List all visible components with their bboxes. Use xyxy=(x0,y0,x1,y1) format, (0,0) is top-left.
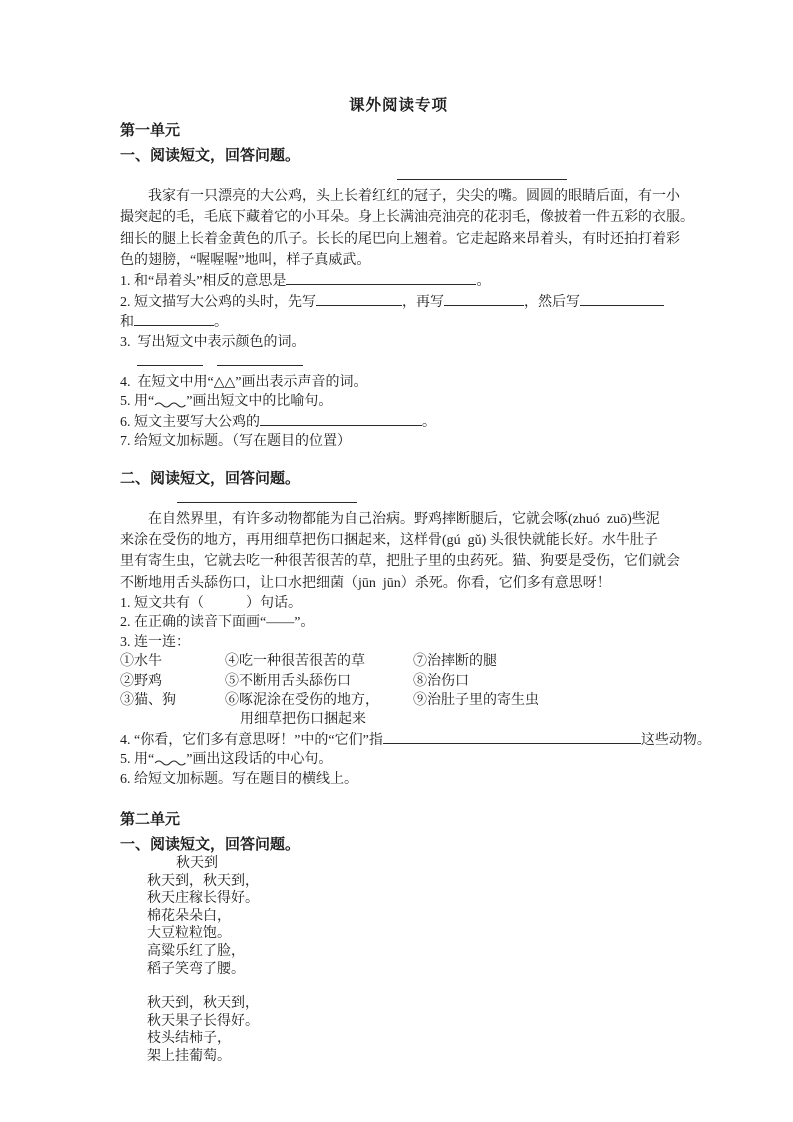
match-item: ③猫、狗 xyxy=(120,692,176,708)
u1s2-question-5: 5. 用“ ”画出这段话的中心句。 xyxy=(120,752,333,768)
u1s1-question-2: 2. 短文描写大公鸡的头时，先写 ，再写 ，然后写 xyxy=(120,292,677,313)
poem xyxy=(120,855,677,1066)
unit2-section1-heading: 一、阅读短文，回答问题。 xyxy=(120,837,301,854)
unit1-section2-heading: 二、阅读短文，回答问题。 xyxy=(120,470,301,487)
passage1-line: 细长的腿上长着金黄色的爪子。长长的尾巴向上翘着。它走起路来昂着头，有时还拍打着彩 xyxy=(120,231,680,247)
poem-line: 枝头结柿子， xyxy=(147,1031,231,1047)
passage2-title-blank-line xyxy=(120,489,677,509)
match-item: ①水牛 xyxy=(120,654,162,670)
title-blank xyxy=(177,489,357,503)
poem-line: 秋天到，秋天到， xyxy=(147,873,259,889)
poem-line: 秋天果子长得好。 xyxy=(147,1013,259,1029)
match-item: ⑦治摔断的腿 xyxy=(413,654,497,670)
title-blank xyxy=(397,166,567,180)
u1s1-question-4: 4. 在短文中用“△△”画出表示声音的词。 xyxy=(120,374,368,390)
answer-blank xyxy=(286,271,476,285)
match-item-empty xyxy=(120,710,225,729)
u1s1-q3-answer-blanks xyxy=(120,352,677,373)
match-item: ⑧治伤口 xyxy=(413,673,469,689)
poem-line: 架上挂葡萄。 xyxy=(147,1049,231,1064)
u1s1-question-3: 3. 写出短文中表示颜色的词。 xyxy=(120,334,306,350)
match-item: 用细草把伤口捆起来 xyxy=(240,712,366,728)
unit1-heading: 第一单元 xyxy=(120,123,181,139)
passage2-line: 在自然界里，有许多动物都能为自己治病。野鸡摔断腿后，它就会啄(zhuó zuō)些泥 xyxy=(120,511,660,527)
u1s2-question-3: 3. 连一连： xyxy=(120,634,190,650)
match-item-empty xyxy=(413,710,677,729)
answer-blank xyxy=(580,292,664,306)
poem-line: 稻子笑弯了腰。 xyxy=(147,961,245,977)
poem-title: 秋天到 xyxy=(176,856,218,872)
u1s1-question-5: 5. 用“ ”画出短文中的比喻句。 xyxy=(120,394,333,410)
u1s2-question-6: 6. 给短文加标题。写在题目的横线上。 xyxy=(120,771,358,787)
u1s2-question-1: 1. 短文共有（ ）句话。 xyxy=(120,595,302,611)
u1s2-question-2: 2. 在正确的读音下面画“——”。 xyxy=(120,615,315,631)
passage2-line: 来涂在受伤的地方，再用细草把伤口捆起来，这样骨(gú gǔ) 头很快就能长好。水牛肚子 xyxy=(120,532,658,548)
match-item: ⑤不断用舌头舔伤口 xyxy=(225,673,351,689)
unit2-heading: 第二单元 xyxy=(120,812,181,829)
matching-exercise xyxy=(120,652,677,729)
passage1-line: 撮突起的毛，毛底下藏着它的小耳朵。身上长满油亮油亮的花羽毛，像披着一件五彩的衣服。 xyxy=(120,210,694,226)
u1s1-question-1: 1. 和“昂着头”相反的意思是 。 xyxy=(120,271,677,292)
u1s1-question-2-cont: 和 。 xyxy=(120,312,677,333)
poem-line: 棉花朵朵白， xyxy=(147,908,231,924)
match-item: ④吃一种很苦很苦的草 xyxy=(225,654,365,670)
answer-blank xyxy=(217,352,303,366)
passage1-line: 色的翅膀，“喔喔喔”地叫，样子真威武。 xyxy=(120,252,371,268)
answer-blank xyxy=(260,412,422,426)
answer-blank xyxy=(134,312,214,326)
answer-blank xyxy=(316,292,402,306)
passage1-line: 我家有一只漂亮的大公鸡，头上长着红红的冠子，尖尖的嘴。圆圆的眼睛后面，有一小 xyxy=(120,189,680,204)
u1s1-question-6: 6. 短文主要写大公鸡的 。 xyxy=(120,412,677,433)
poem-line: 秋天到，秋天到， xyxy=(147,996,259,1012)
wavy-line-icon xyxy=(154,758,186,767)
poem-line: 高粱乐红了脸， xyxy=(147,944,245,960)
answer-blank xyxy=(137,352,203,366)
passage1-title-blank-line xyxy=(120,166,677,186)
passage2-line: 里有寄生虫，它就去吃一种很苦很苦的草，把肚子里的虫药死。猫、狗要是受伤，它们就会 xyxy=(120,554,680,570)
match-item: ⑥啄泥涂在受伤的地方， xyxy=(225,692,379,708)
u1s1-question-7: 7. 给短文加标题。（写在题目的位置） xyxy=(120,434,351,450)
unit1-section1-heading: 一、阅读短文，回答问题。 xyxy=(120,148,301,164)
answer-blank xyxy=(444,292,524,306)
match-item: ⑨治肚子里的寄生虫 xyxy=(413,692,539,708)
passage2-line: 不断地用舌头舔伤口，让口水把细菌（jūn jūn）杀死。你看，它们多有意思呀！ xyxy=(120,575,611,591)
poem-line: 大豆粒粒饱。 xyxy=(147,926,231,942)
wavy-line-icon xyxy=(154,400,186,409)
page-title: 课外阅读专项 xyxy=(348,97,448,114)
u1s2-question-4: 4. “你看，它们多有意思呀！”中的“它们”指 这些动物。 xyxy=(120,730,677,751)
match-item: ②野鸡 xyxy=(120,673,162,689)
poem-line: 秋天庄稼长得好。 xyxy=(147,891,259,907)
answer-blank xyxy=(383,730,641,744)
